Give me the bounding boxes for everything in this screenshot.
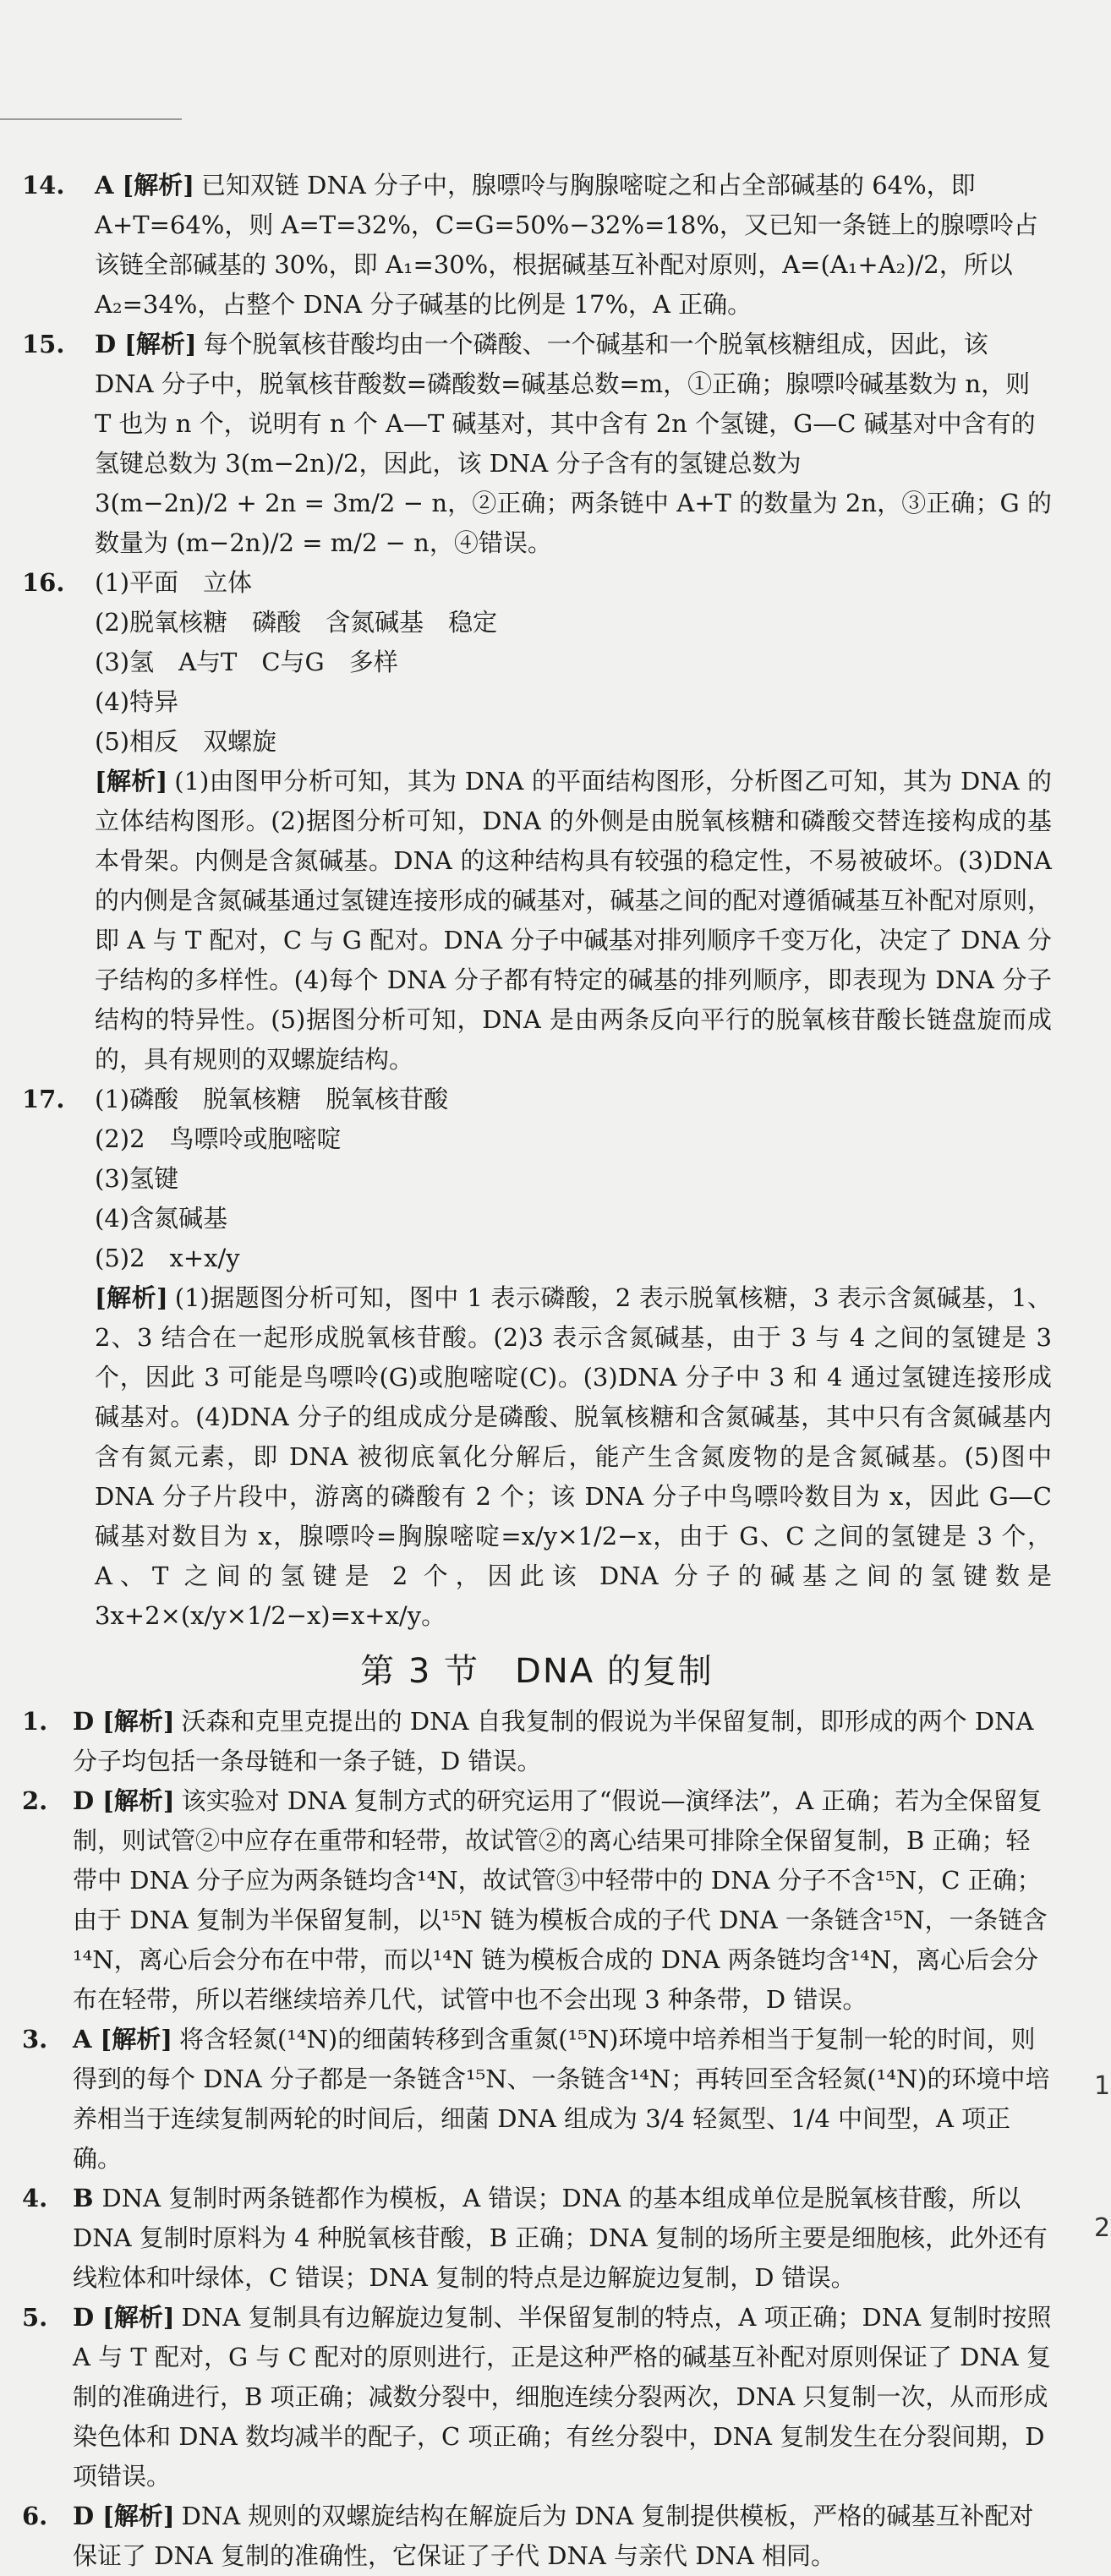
question-number: 4. bbox=[22, 2184, 48, 2212]
analysis-tag: [解析] bbox=[102, 1786, 175, 1815]
analysis-text: 每个脱氧核苷酸均由一个磷酸、一个碱基和一个脱氧核糖组成，因此，该 DNA 分子中，脱氧核苷酸数=磷酸数=碱基总数=m，①正确；腺嘌呤碱基数为 n，则 T 也为 n 个，说明有 n 个 A—T 碱基对，其中含有 2n 个氢键，G—C 碱基对中含有的氢键总数为 3(m−2n)/2，因此，该 DNA 分子含有的氢键总数为 bbox=[95, 330, 1036, 478]
analysis-tag: [解析] bbox=[102, 1707, 175, 1736]
answer-item: (4)特异 bbox=[95, 687, 179, 716]
question-number: 17. bbox=[22, 1085, 65, 1113]
answer-item: (2)2 鸟嘌呤或胞嘧啶 bbox=[95, 1124, 342, 1153]
question-14 bbox=[22, 166, 1052, 325]
analysis-tag: [解析] bbox=[124, 330, 197, 358]
question-number: 14. bbox=[22, 171, 65, 200]
answer-item: (1)平面 立体 bbox=[95, 568, 253, 597]
analysis-text: DNA 复制具有边解旋边复制、半保留复制的特点，A 项正确；DNA 复制时按照 A 与 T 配对，G 与 C 配对的原则进行，正是这种严格的碱基互补配对原则保证了 DNA 复制的准确进行，B 项正确；减数分裂中，细胞连续分裂两次，DNA 只复制一次，从而形成染色体和 DNA 数均减半的配子，C 项正确；有丝分裂中，DNA 复制发生在分裂间期，D 项错误。 bbox=[73, 2303, 1052, 2491]
answer-letter: D bbox=[73, 2303, 95, 2332]
analysis-text: 将含轻氮(¹⁴N)的细菌转移到含重氮(¹⁵N)环境中培养相当于复制一轮的时间，则得到的每个 DNA 分子都是一条链含¹⁵N、一条链含¹⁴N；再转回至含轻氮(¹⁴N)的环境中培养相当于连续复制两轮的时间后，细菌 DNA 组成为 3/4 轻氮型、1/4 中间型，A 项正确。 bbox=[73, 2025, 1050, 2173]
question-6 bbox=[22, 2497, 1052, 2576]
question-5 bbox=[22, 2298, 1052, 2497]
question-number: 6. bbox=[22, 2502, 48, 2530]
answer-item: (3)氢 A与T C与G 多样 bbox=[95, 648, 398, 676]
scan-edge-line bbox=[0, 118, 182, 120]
answer-item: (1)磷酸 脱氧核糖 脱氧核苷酸 bbox=[95, 1085, 449, 1113]
question-number: 1. bbox=[22, 1707, 48, 1736]
analysis-text: 已知双链 DNA 分子中，腺嘌呤与胸腺嘧啶之和占全部碱基的 64%，即 A+T=64%，则 A=T=32%，C=G=50%−32%=18%，又已知一条链上的腺嘌呤占该链全部碱基的 30%，即 A₁=30%，根据碱基互补配对原则，A=(A₁+A₂)/2，所以 A₂=34%，占整个 DNA 分子碱基的比例是 17%，A 正确。 bbox=[95, 171, 1038, 319]
answer-item: (5)相反 双螺旋 bbox=[95, 727, 277, 756]
question-15 bbox=[22, 325, 1052, 563]
answer-item: (4)含氮碱基 bbox=[95, 1204, 228, 1233]
analysis-text: DNA 规则的双螺旋结构在解旋后为 DNA 复制提供模板，严格的碱基互补配对保证了 DNA 复制的准确性，它保证了子代 DNA 与亲代 DNA 相同。 bbox=[73, 2502, 1034, 2570]
answer-letter: B bbox=[73, 2184, 94, 2212]
margin-mark: 1 bbox=[1094, 2071, 1111, 2101]
analysis-text: DNA 复制时两条链都作为模板，A 错误；DNA 的基本组成单位是脱氧核苷酸，所以 DNA 复制时原料为 4 种脱氧核苷酸，B 正确；DNA 复制的场所主要是细胞核，此外还有线粒体和叶绿体，C 错误；DNA 复制的特点是边解旋边复制，D 错误。 bbox=[73, 2184, 1048, 2292]
answer-letter: A bbox=[95, 171, 114, 200]
answer-item: (5)2 x+x/y bbox=[95, 1244, 240, 1272]
analysis-text: (1)由图甲分析可知，其为 DNA 的平面结构图形，分析图乙可知，其为 DNA 的立体结构图形。(2)据图分析可知，DNA 的外侧是由脱氧核糖和磷酸交替连接构成的基本骨架。内侧是含氮碱基。DNA 的这种结构具有较强的稳定性，不易被破坏。(3)DNA 的内侧是含氮碱基通过氢键连接形成的碱基对，碱基之间的配对遵循碱基互补配对原则，即 A 与 T 配对，C 与 G 配对。DNA 分子中碱基对排列顺序千变万化，决定了 DNA 分子结构的多样性。(4)每个 DNA 分子都有特定的碱基的排列顺序，即表现为 DNA 分子结构的特异性。(5)据图分析可知，DNA 是由两条反向平行的脱氧核苷酸长链盘旋而成的，具有规则的双螺旋结构。 bbox=[95, 767, 1052, 1074]
analysis-formula-line: 3(m−2n)/2 + 2n = 3m/2 − n，②正确；两条链中 A+T 的数量为 2n，③正确；G 的数量为 (m−2n)/2 = m/2 − n，④错误。 bbox=[95, 489, 1052, 557]
analysis-tag: [解析] bbox=[100, 2025, 172, 2054]
analysis-tag: [解析] bbox=[102, 2502, 175, 2530]
section-title: 第 3 节 DNA 的复制 bbox=[360, 1652, 714, 1691]
analysis-text: (1)据题图分析可知，图中 1 表示磷酸，2 表示脱氧核糖，3 表示含氮碱基，1、2、3 结合在一起形成脱氧核苷酸。(2)3 表示含氮碱基，由于 3 与 4 之间的氢键是 3 个，因此 3 可能是鸟嘌呤(G)或胞嘧啶(C)。(3)DNA 分子中 3 和 4 通过氢键连接形成碱基对。(4)DNA 分子的组成成分是磷酸、脱氧核糖和含氮碱基，其中只有含氮碱基内含有氮元素，即 DNA 被彻底氧化分解后，能产生含氮废物的是含氮碱基。(5)图中 DNA 分子片段中，游离的磷酸有 2 个；该 DNA 分子中鸟嘌呤数目为 x，因此 G—C 碱基对数目为 x，腺嘌呤=胸腺嘧啶=x/y×1/2−x，由于 G、C 之间的氢键是 3 个，A、T 之间的氢键是 2 个，因此该 DNA 分子的碱基之间的氢键数是 3x+2×(x/y×1/2−x)=x+x/y。 bbox=[95, 1283, 1052, 1630]
analysis-tag: [解析] bbox=[95, 767, 168, 796]
answer-item: (2)脱氧核糖 磷酸 含氮碱基 稳定 bbox=[95, 608, 498, 637]
question-number: 2. bbox=[22, 1786, 48, 1815]
answer-letter: D bbox=[73, 1786, 95, 1815]
question-1 bbox=[22, 1702, 1052, 1781]
analysis-text: 该实验对 DNA 复制方式的研究运用了“假说—演绎法”，A 正确；若为全保留复制，则试管②中应存在重带和轻带，故试管②的离心结果可排除全保留复制，B 正确；轻带中 DNA 分子应为两条链均含¹⁴N，故试管③中轻带中的 DNA 分子不含¹⁵N，C 正确；由于 DNA 复制为半保留复制，以¹⁵N 链为模板合成的子代 DNA 一条链含¹⁵N，一条链含¹⁴N，离心后会分布在中带，而以¹⁴N 链为模板合成的 DNA 两条链均含¹⁴N，离心后会分布在轻带，所以若继续培养几代，试管中也不会出现 3 种条带，D 错误。 bbox=[73, 1786, 1048, 2014]
answer-letter: A bbox=[73, 2025, 92, 2054]
question-number: 16. bbox=[22, 568, 65, 597]
question-17 bbox=[22, 1080, 1052, 1636]
analysis-text: 沃森和克里克提出的 DNA 自我复制的假说为半保留复制，即形成的两个 DNA 分子均包括一条母链和一条子链，D 错误。 bbox=[73, 1707, 1034, 1775]
question-16 bbox=[22, 563, 1052, 1080]
answer-letter: D bbox=[73, 1707, 95, 1736]
question-number: 5. bbox=[22, 2303, 48, 2332]
answer-letter: D bbox=[73, 2502, 95, 2530]
question-3 bbox=[22, 2020, 1052, 2179]
question-2 bbox=[22, 1781, 1052, 2020]
question-number: 15. bbox=[22, 330, 65, 358]
analysis-tag: [解析] bbox=[122, 171, 194, 200]
analysis-tag: [解析] bbox=[102, 2303, 175, 2332]
answer-letter: D bbox=[95, 330, 117, 358]
analysis-tag: [解析] bbox=[95, 1283, 168, 1312]
question-number: 3. bbox=[22, 2025, 48, 2054]
answer-page bbox=[22, 166, 1052, 2576]
section-3-answers bbox=[22, 1702, 1052, 2576]
question-4 bbox=[22, 2179, 1052, 2298]
answer-item: (3)氢键 bbox=[95, 1164, 179, 1193]
margin-mark: 2 bbox=[1094, 2213, 1111, 2243]
